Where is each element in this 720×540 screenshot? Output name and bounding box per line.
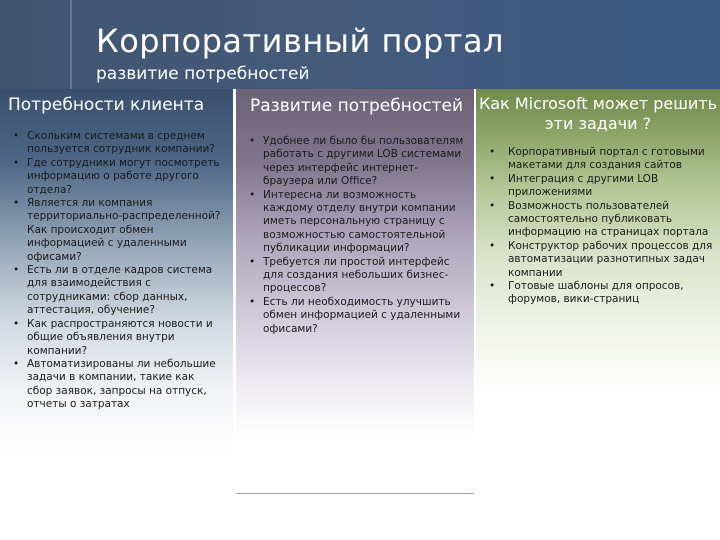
column-microsoft-solutions bbox=[476, 89, 720, 419]
list-item: • Как распространяются новости и общие объявления внутри компании? bbox=[10, 318, 222, 358]
list-item: • Удобнее ли было бы пользователям работать с другими LOB системами через интерфейс интернет-браузера или Office? bbox=[246, 135, 466, 189]
list-item: • Интеграция с другими LOB приложениями bbox=[486, 173, 716, 200]
page-subtitle: развитие потребностей bbox=[96, 64, 310, 84]
column-client-needs bbox=[0, 89, 233, 494]
list-item: • Требуется ли простой интерфейс для создания небольших бизнес-процессов? bbox=[246, 256, 466, 296]
bullet-list bbox=[10, 130, 222, 412]
list-item: • Автоматизированы ли небольшие задачи в компании, такие как сбор заявок, запросы на отпуск, отчеты о затратах bbox=[10, 358, 222, 412]
column-heading: Потребности клиента bbox=[8, 95, 205, 115]
list-item: • Где сотрудники могут посмотреть информацию о работе другого отдела? bbox=[10, 157, 222, 197]
list-item: • Скольким системами в среднем пользуется сотрудник компании? bbox=[10, 130, 222, 157]
column-heading: Развитие потребностей bbox=[250, 96, 464, 116]
bullet-list bbox=[486, 146, 716, 307]
header-accent-line bbox=[70, 0, 72, 89]
list-item: • Интересна ли возможность каждому отделу внутри компании иметь персональную страницу с возможностью самостоятельной публикации информации? bbox=[246, 189, 466, 256]
list-item: • Является ли компания территориально-распределенной? Как происходит обмен информацией с удаленными офисами? bbox=[10, 197, 222, 264]
page-title: Корпоративный портал bbox=[96, 22, 504, 60]
bullet-list bbox=[246, 135, 466, 336]
column-heading: Как Microsoft может решить эти задачи ? bbox=[478, 94, 718, 133]
list-item: • Есть ли в отделе кадров система для взаимодействия с сотрудниками: сбор данных, аттестация, обучение? bbox=[10, 264, 222, 318]
list-item: • Есть ли необходимость улучшить обмен информацией с удаленными офисами? bbox=[246, 296, 466, 336]
list-item: • Корпоративный портал с готовыми макетами для создания сайтов bbox=[486, 146, 716, 173]
list-item: • Готовые шаблоны для опросов, форумов, вики-страниц bbox=[486, 280, 716, 307]
list-item: • Возможность пользователей самостоятельно публиковать информацию на страницах портала bbox=[486, 200, 716, 240]
list-item: • Конструктор рабочих процессов для автоматизации разнотипных задач компании bbox=[486, 240, 716, 280]
header-banner bbox=[0, 0, 720, 89]
column-needs-development bbox=[236, 89, 474, 494]
